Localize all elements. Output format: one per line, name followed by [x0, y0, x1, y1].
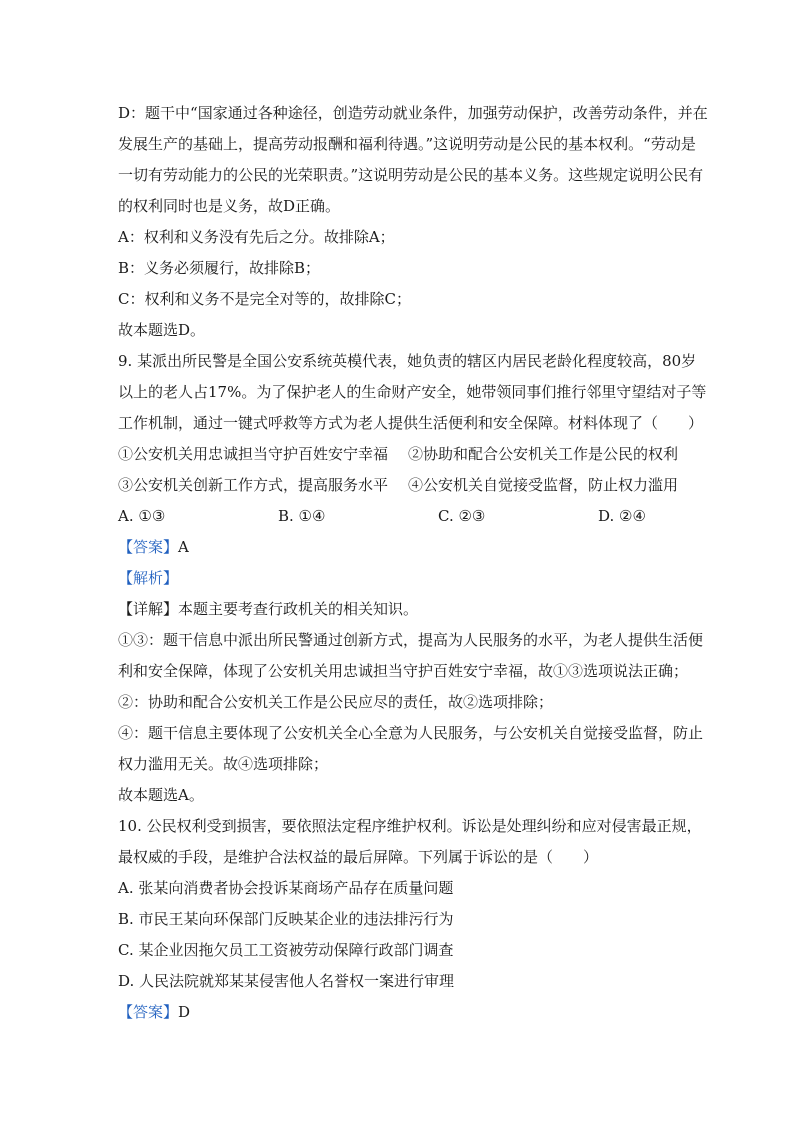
q10-stem-line-2: 最权威的手段，是维护合法权益的最后屏障。下列属于诉讼的是（ ） [118, 848, 599, 866]
q9-explain-13-line-2: 利和安全保障，体现了公安机关用忠诚担当守护百姓安宁幸福，故①③选项说法正确； [118, 662, 689, 680]
detail-text: 本题主要考查行政机关的相关知识。 [178, 600, 419, 618]
detail-tag: 【详解】 [118, 600, 179, 618]
explain-d-line-4: 的权利同时也是义务，故D正确。 [118, 197, 341, 215]
explain-d-line-2: 发展生产的基础上，提高劳动报酬和福利待遇。”这说明劳动是公民的基本权利。“劳动是 [118, 135, 696, 153]
q9-explain-4-line-2: 权力滥用无关。故④选项排除； [118, 755, 329, 773]
q9-option-2: ②协助和配合公安机关工作是公民的权利 [407, 445, 678, 463]
conclusion-prev: 故本题选D。 [118, 321, 206, 339]
explain-b: B：义务必须履行，故排除B； [118, 259, 321, 277]
q9-option-4: ④公安机关自觉接受监督，防止权力滥用 [407, 476, 678, 494]
q9-choice-a: A. ①③ [118, 507, 166, 525]
q9-option-3: ③公安机关创新工作方式，提高服务水平 [118, 476, 389, 494]
q10-option-d: D. 人民法院就郑某某侵害他人名誉权一案进行审理 [118, 972, 455, 990]
answer-value: A [178, 538, 189, 556]
explain-c: C：权利和义务不是完全对等的，故排除C； [118, 290, 411, 308]
answer-tag: 【答案】 [118, 1003, 179, 1021]
q10-stem-line-1: 10. 公民权利受到损害，要依照法定程序维护权利。诉讼是处理纠纷和应对侵害最正规， [118, 817, 702, 835]
q9-choice-c: C. ②③ [438, 507, 486, 525]
q9-stem-line-3: 工作机制，通过一键式呼救等方式为老人提供生活便利和安全保障。材料体现了（ ） [118, 414, 704, 432]
q9-options-row-2 [118, 470, 678, 501]
q9-stem-line-1: 9. 某派出所民警是全国公安系统英模代表，她负责的辖区内居民老龄化程度较高，80岁 [118, 352, 697, 370]
q9-choice-b: B. ①④ [278, 507, 326, 525]
q9-explain-4-line-1: ④：题干信息主要体现了公安机关全心全意为人民服务，与公安机关自觉接受监督，防止 [118, 724, 704, 742]
q9-choices [118, 501, 678, 532]
q9-option-1: ①公安机关用忠诚担当守护百姓安宁幸福 [118, 445, 389, 463]
q10-option-c: C. 某企业因拖欠员工工资被劳动保障行政部门调查 [118, 941, 454, 959]
q10-answer [118, 997, 678, 1028]
q9-explain-13-line-1: ①③：题干信息中派出所民警通过创新方式，提高为人民服务的水平，为老人提供生活便 [118, 631, 704, 649]
explain-d-line-3: 一切有劳动能力的公民的光荣职责。”这说明劳动是公民的基本义务。这些规定说明公民有 [118, 166, 704, 184]
q9-answer [118, 532, 678, 563]
q9-conclusion: 故本题选A。 [118, 786, 204, 804]
answer-value: D [178, 1003, 191, 1021]
q9-analysis-heading [118, 563, 678, 594]
q9-detail [118, 594, 678, 625]
q9-options-row-1 [118, 439, 678, 470]
q9-stem-line-2: 以上的老人占17%。为了保护老人的生命财产安全，她带领同事们推行邻里守望结对子等 [118, 383, 707, 401]
q9-explain-2: ②：协助和配合公安机关工作是公民应尽的责任，故②选项排除； [118, 693, 554, 711]
q9-choice-d: D. ②④ [598, 507, 646, 525]
answer-tag: 【答案】 [118, 538, 179, 556]
explain-a: A：权利和义务没有先后之分。故排除A； [118, 228, 395, 246]
document-page [118, 98, 708, 1028]
q10-option-a: A. 张某向消费者协会投诉某商场产品存在质量问题 [118, 879, 454, 897]
explain-d-line-1: D：题干中“国家通过各种途径，创造劳动就业条件，加强劳动保护，改善劳动条件，并在 [118, 104, 708, 122]
analysis-tag: 【解析】 [118, 569, 179, 587]
q10-option-b: B. 市民王某向环保部门反映某企业的违法排污行为 [118, 910, 454, 928]
